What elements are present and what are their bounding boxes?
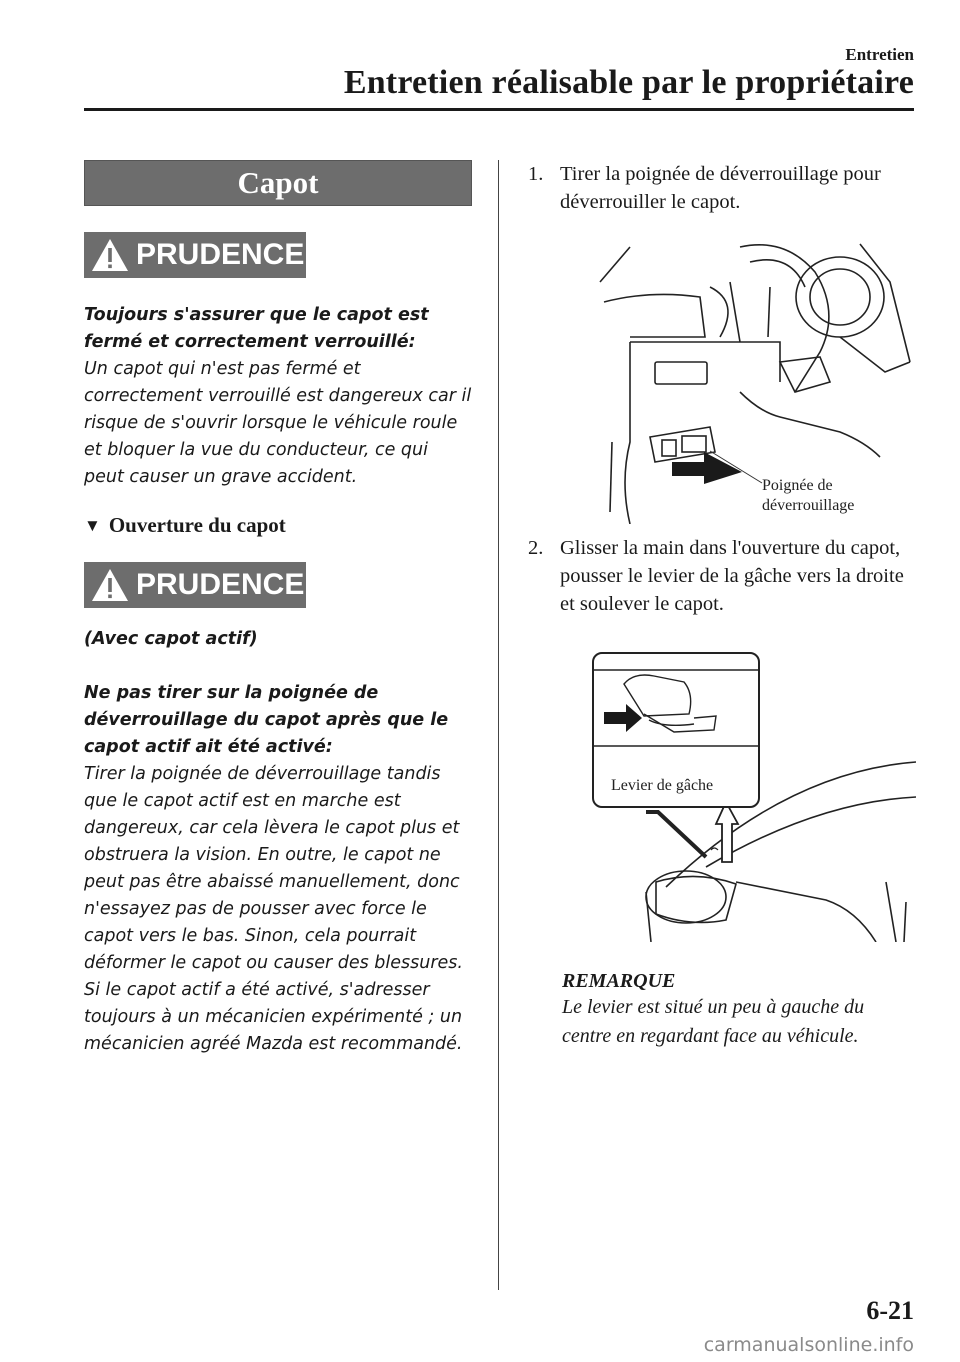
latch-lever-label: Levier de gâche [608,776,716,796]
step-number: 2. [528,537,544,559]
watermark: carmanualsonline.info [703,1334,914,1356]
column-divider [498,160,499,1290]
step-text: Glisser la main dans l'ouverture du capot, pousser le levier de la gâche vers la droite et soulever le capot. [560,537,904,615]
release-handle-label [762,476,854,516]
chapter-name: Entretien [845,45,914,64]
caution-lead-text: Toujours s'assurer que le capot est fermé et correctement verrouillé: [84,305,429,352]
header-rule [84,108,914,111]
caution-label: PRUDENCE [136,568,305,601]
caution-lead-2 [84,680,472,761]
caution-lead-2-text: Ne pas tirer sur la poignée de déverrouillage du capot après que le capot actif ait été activé: [84,683,449,757]
release-handle-label-line2: déverrouillage [762,497,855,514]
warning-triangle-icon [90,237,130,273]
page-number: 6-21 [866,1296,914,1325]
triangle-down-icon: ▼ [84,515,101,535]
inset-frame [592,652,760,808]
caution-condition [84,626,472,653]
caution-badge-2 [84,562,306,608]
figure-latch-lever [586,652,916,942]
step-2 [528,534,914,618]
step-1 [528,160,914,216]
section-title: Capot [84,160,472,206]
right-column [528,160,914,1051]
step-number: 1. [528,163,544,185]
caution-body: Un capot qui n'est pas fermé et correctement verrouillé est dangereux car il risque de s'ouvrir lorsque le véhicule roule et bloquer la vue du conducteur, ce qui peut causer un grave accident. [84,359,472,487]
caution-body-2: Tirer la poignée de déverrouillage tandis que le capot actif est en marche est dangereux, car cela lèvera le capot plus et obstruera la vision. En outre, le capot ne peut pas être abaissé manuellement, donc n'essayez pas de pousser avec force le capot vers le bas. Sinon, cela pourrait déformer le capot ou causer des blessures. Si le capot actif a été activé, s'adresser toujours à un mécanicien expérimenté ; un mécanicien agréé Mazda est recommandé. [84,764,463,1054]
note-text: Le levier est situé un peu à gauche du centre en regardant face au véhicule. [562,996,865,1047]
caution-condition-text: (Avec capot actif) [84,629,258,649]
subsection-title: Ouverture du capot [108,513,286,537]
latch-illustration [594,654,758,764]
left-column [84,160,472,1058]
subsection-heading [84,513,472,538]
warning-triangle-icon [90,567,130,603]
figure-release-handle [590,242,920,524]
page-title: Entretien réalisable par le propriétaire [343,64,914,101]
release-handle-label-line1: Poignée de [762,477,833,494]
caution-lead [84,302,472,356]
caution-label: PRUDENCE [136,238,305,271]
note-title: REMARQUE [562,970,676,992]
note [562,970,914,1051]
step-text: Tirer la poignée de déverrouillage pour déverrouiller le capot. [560,163,881,213]
caution-badge [84,232,306,278]
